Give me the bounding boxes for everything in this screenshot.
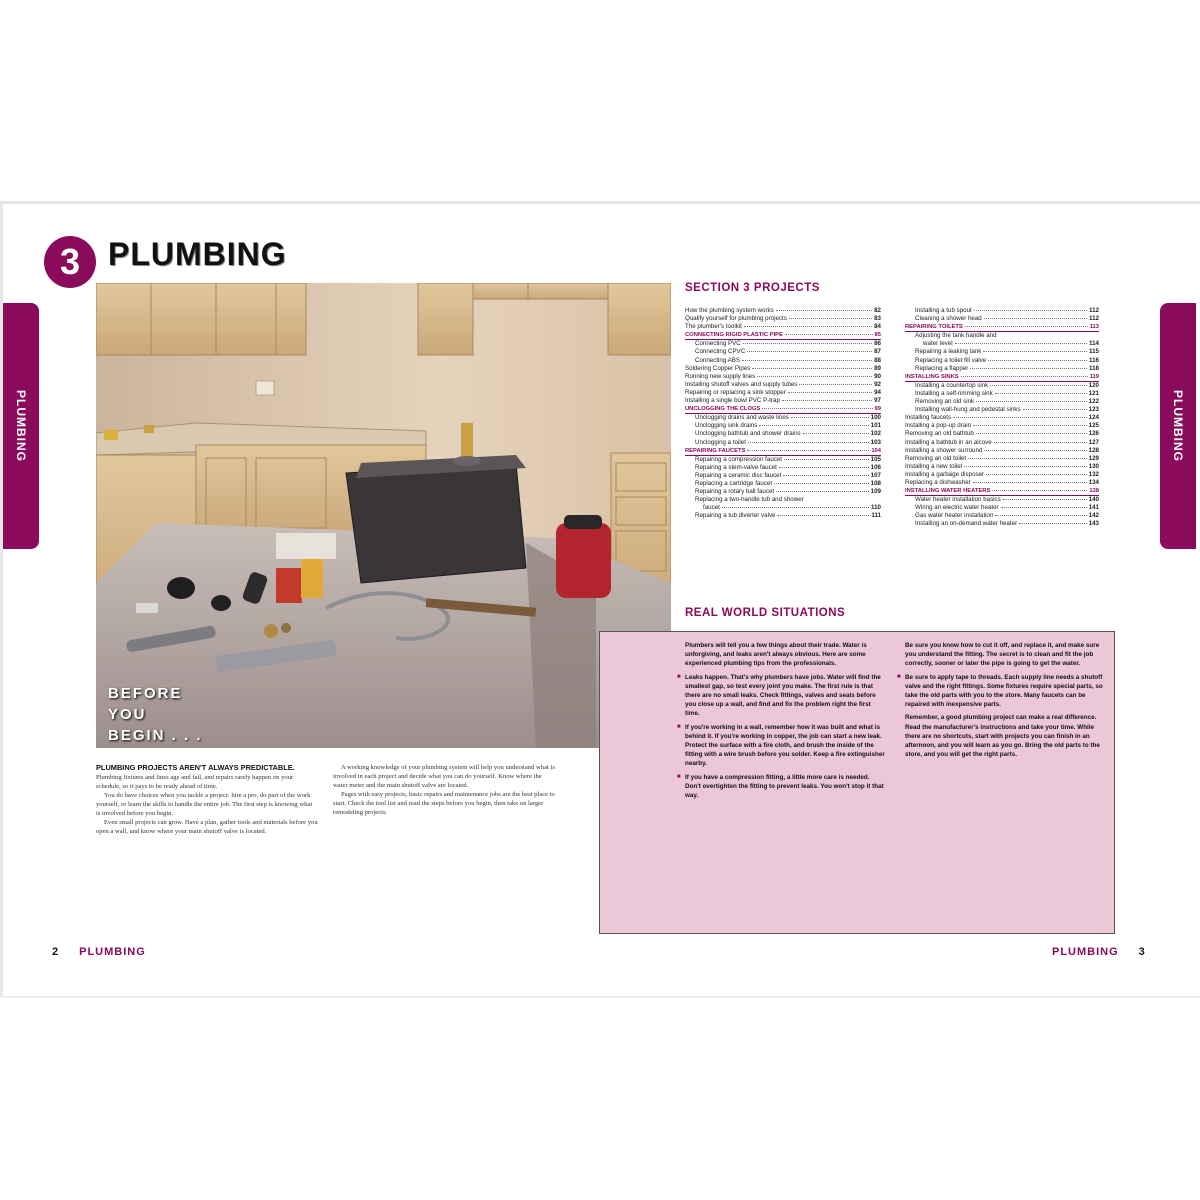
toc-entry: [905, 447, 1099, 455]
toc-entry-title: Replacing a two-handle tub and shower: [695, 496, 804, 504]
intro-paragraph: Plumbing fixtures and lines age and fail, and repairs rarely happen on your schedule, so it pays to be ready ahead of time.: [96, 774, 294, 790]
toc-leader-dots: [748, 442, 869, 443]
toc-entry-title: Unclogging sink drains: [695, 422, 758, 430]
toc-page-number: 120: [1088, 381, 1099, 389]
toc-entry-title: REPAIRING FAUCETS: [685, 447, 746, 454]
toc-page-number: 104: [871, 447, 881, 454]
toc-entry: [685, 315, 881, 323]
toc-page-number: 106: [870, 463, 881, 471]
toc-page-number: 82: [874, 307, 881, 314]
tip-bullet: ■ Be sure to apply tape to threads. Each supply line needs a shutoff valve and the right fittings. Some fixtures require special parts, so take the old parts with you to the store. Many faucets can be repaired with inexpensive parts.: [905, 673, 1105, 710]
toc-leader-dots: [968, 458, 1086, 459]
toc-entry-title: Removing an old toilet: [905, 454, 967, 462]
toc-entry-title: Installing a garbage disposer: [905, 470, 985, 478]
toc-entry: [905, 357, 1099, 365]
toc-page-number: 90: [874, 372, 881, 380]
intro-column-1: [96, 763, 318, 836]
toc-entry-title: Installing a single bowl PVC P-trap: [685, 397, 780, 405]
real-world-column-1: [685, 641, 885, 804]
toc-page-number: 101: [870, 422, 881, 430]
toc-page-number: 132: [1088, 470, 1099, 478]
toc-entry: [685, 464, 881, 472]
toc-entry-title: Replacing a cartridge faucet: [695, 479, 773, 487]
toc-page-number: 100: [870, 414, 881, 422]
toc-leader-dots: [784, 459, 869, 460]
toc-entry-title: Installing a shower surround: [905, 446, 983, 454]
toc-entry-title: Installing faucets: [905, 414, 952, 422]
toc-entry: [685, 373, 881, 381]
toc-page-number: 119: [1089, 373, 1099, 380]
toc-entry: [685, 480, 881, 488]
tip-paragraph: Plumbers will tell you a few things about their trade. Water is unforgiving, and leaks aren't always obvious. Here are some experienced plumbing tips from the professionals.: [685, 642, 867, 668]
toc-leader-dots: [762, 408, 872, 409]
running-head: PLUMBING: [79, 946, 146, 958]
real-world-title: REAL WORLD SITUATIONS: [685, 607, 846, 619]
toc-entry: [685, 422, 881, 430]
toc-page-number: 143: [1088, 520, 1099, 528]
toc-entry: [685, 357, 881, 365]
toc-leader-dots: [743, 343, 872, 344]
toc-entry: [905, 520, 1099, 528]
toc-leader-dots: [803, 433, 869, 434]
toc-section-heading: [905, 487, 1099, 496]
intro-lead: PLUMBING PROJECTS AREN'T ALWAYS PREDICTABLE.: [96, 763, 295, 772]
toc-entry-title: Replacing a toilet fill valve: [915, 356, 987, 364]
toc-entry-title: Installing a bathtub in an alcove: [905, 438, 992, 446]
toc-entry-title: Unclogging drains and waste lines: [695, 414, 789, 422]
toc-entry-title: INSTALLING SINKS: [905, 373, 959, 380]
toc-page-number: 83: [874, 315, 881, 323]
toc-entry: [905, 315, 1099, 323]
toc-page-number: 102: [870, 430, 881, 438]
toc-entry-title: Installing a pop-up drain: [905, 422, 972, 430]
toc-page-number: 115: [1089, 348, 1099, 356]
toc-leader-dots: [782, 400, 872, 401]
toc-leader-dots: [976, 401, 1087, 402]
toc-leader-dots: [995, 393, 1087, 394]
running-head: PLUMBING: [1052, 946, 1119, 958]
toc-page-number: 138: [1089, 488, 1099, 495]
intro-paragraph: You do have choices when you tackle a project: hire a pro, do part of the work yourself, or learn the skills to handle the entire job. The first step is knowing what is involved before you begin.: [96, 792, 313, 817]
toc-entry-title: INSTALLING WATER HEATERS: [905, 488, 991, 495]
folio-right: [1052, 946, 1146, 958]
toc-page-number: 130: [1088, 462, 1099, 470]
toc-entry-title: Repairing a leaking tank: [915, 348, 982, 356]
toc-page-number: 118: [1089, 364, 1099, 372]
toc-leader-dots: [747, 450, 869, 451]
toc-leader-dots: [983, 351, 1087, 352]
tip-bullet: ■ If you're working in a wall, remember how it was built and what is behind it. If you're working in copper, the job can start a new leak. Protect the surface with a fire cloth, and brush the inside of the fitting with a wire brush before you solder. Keep a fire extinguisher nearby.: [685, 723, 885, 769]
toc-leader-dots: [777, 515, 869, 516]
toc-leader-dots: [757, 376, 872, 377]
toc-entry-title: Removing an old bathtub: [905, 430, 974, 438]
toc-leader-dots: [788, 392, 872, 393]
toc-page-number: 87: [874, 348, 881, 356]
toc-leader-dots: [779, 467, 869, 468]
tip-bullet: ■ Leaks happen. That's why plumbers have jobs. Water will find the smallest gap, so test every joint you make. The first rule is that there are no small leaks. Check fittings, valves and seals before you close up a wall, and find and fix the problem right the first time.: [685, 673, 885, 719]
toc-leader-dots: [961, 376, 1088, 377]
toc-section-heading: [905, 373, 1099, 382]
toc-leader-dots: [747, 351, 872, 352]
kitchen-photo-illustration: [96, 283, 671, 748]
toc-entry-title: Installing a countertop sink: [915, 381, 989, 389]
caption-line: BEFORE: [108, 685, 183, 702]
toc-page-number: 85: [874, 332, 881, 339]
toc-entry-title: Qualify yourself for plumbing projects: [685, 315, 787, 323]
toc-leader-dots: [752, 368, 872, 369]
toc-entry: [685, 439, 881, 447]
toc-entry-title: Installing wall-hung and pedestal sinks: [915, 406, 1021, 414]
toc-entry-title: Replacing a flapper: [915, 364, 969, 372]
toc-leader-dots: [974, 310, 1087, 311]
toc-page-number: 110: [871, 504, 881, 512]
toc-entry: [905, 439, 1099, 447]
toc-entry: [685, 430, 881, 438]
toc-leader-dots: [776, 310, 872, 311]
toc-leader-dots: [744, 326, 872, 327]
toc-page-number: 124: [1088, 414, 1099, 422]
toc-leader-dots: [970, 368, 1087, 369]
toc-section-heading: [685, 331, 881, 340]
thumb-tab-left: [3, 303, 39, 549]
toc-entry-title: CONNECTING RIGID PLASTIC PIPE: [685, 332, 783, 339]
toc-entry-title: faucet: [703, 504, 720, 512]
toc-page-number: 125: [1088, 422, 1099, 430]
toc-leader-dots: [722, 507, 869, 508]
toc-leader-dots: [995, 515, 1086, 516]
toc-leader-dots: [785, 334, 873, 335]
toc-page-number: 134: [1088, 478, 1099, 486]
toc-entry: [905, 430, 1099, 438]
toc-entry: [685, 472, 881, 480]
toc-page-number: 112: [1089, 315, 1099, 323]
toc-entry-title: Unclogging bathtub and shower drains: [695, 430, 801, 438]
toc-page-number: 94: [874, 388, 881, 396]
toc-entry: [685, 496, 881, 504]
toc-column-1: [685, 307, 881, 520]
chapter-title: PLUMBING: [108, 236, 287, 272]
toc-page-number: 116: [1089, 356, 1099, 364]
real-world-column-2: [905, 641, 1105, 763]
toc-page-number: 140: [1088, 496, 1099, 504]
toc-entry: [685, 389, 881, 397]
toc-page-number: 141: [1088, 504, 1099, 512]
toc-page-number: 129: [1088, 454, 1099, 462]
toc-entry: [905, 406, 1099, 414]
toc-entry-title: Adjusting the tank handle and: [915, 332, 997, 340]
toc-page-number: 128: [1088, 446, 1099, 454]
toc-page-number: 113: [1089, 324, 1099, 331]
folio-left: [52, 946, 146, 958]
toc-entry: [685, 488, 881, 496]
intro-column-2: [333, 763, 555, 817]
toc-page-number: 111: [871, 512, 881, 520]
toc-entry: [905, 504, 1099, 512]
toc-entry: [905, 422, 1099, 430]
intro-paragraph: A working knowledge of your plumbing system will help you understand what is involved in each project and decide what you can do yourself. Know where the water meter and the main shutoff valve are located.: [333, 764, 555, 789]
toc-entry-title: Repairing a tub diverter valve: [695, 512, 776, 520]
toc-page-number: 123: [1088, 406, 1099, 414]
toc-entry: [685, 397, 881, 405]
toc-entry-title: Installing a tub spout: [915, 307, 972, 314]
caption-line: BEGIN . . .: [108, 727, 203, 744]
toc-entry: [905, 455, 1099, 463]
toc-leader-dots: [994, 442, 1087, 443]
toc-leader-dots: [1023, 409, 1087, 410]
toc-entry-title: REPAIRING TOILETS: [905, 324, 963, 331]
tip-bullet: ■ If you have a compression fitting, a little more care is needed. Don't overtighten the fitting to prevent leaks. You won't stop it that way.: [685, 773, 885, 801]
toc-entry-title: Removing an old sink: [915, 398, 975, 406]
toc-leader-dots: [992, 490, 1087, 491]
toc-entry: [905, 390, 1099, 398]
thumb-tab-right: [1160, 303, 1196, 549]
toc-page-number: 92: [874, 380, 881, 388]
toc-entry: [685, 414, 881, 422]
toc-leader-dots: [976, 433, 1087, 434]
toc-entry-title: water level: [923, 340, 953, 348]
intro-paragraph: Even small projects can grow. Have a plan, gather tools and materials before you open a wall, and know where your main shutoff valve is located.: [96, 819, 318, 835]
toc-entry-title: Cleaning a shower head: [915, 315, 982, 323]
intro-paragraph: Pages with easy projects, basic repairs and maintenance jobs are the best place to start. Check the tool list and read the steps before you begin, then take on larger remodeling projects.: [333, 791, 555, 816]
toc-entry-title: Installing shutoff valves and supply tubes: [685, 380, 798, 388]
toc-leader-dots: [986, 474, 1087, 475]
toc-page-number: 107: [870, 471, 881, 479]
page-number: 3: [1138, 946, 1146, 958]
toc-entry-title: Running new supply lines: [685, 372, 756, 380]
toc-leader-dots: [791, 417, 869, 418]
toc-section-heading: [685, 447, 881, 456]
toc-leader-dots: [759, 425, 868, 426]
toc-entry: [685, 365, 881, 373]
toc-leader-dots: [1019, 523, 1087, 524]
toc-column-2: [905, 307, 1099, 529]
toc-entry: [905, 463, 1099, 471]
toc-leader-dots: [742, 360, 872, 361]
toc-page-number: 99: [874, 406, 881, 413]
toc-section-heading: [905, 323, 1099, 332]
toc-entry-title: Repairing a stem-valve faucet: [695, 463, 777, 471]
toc-entry-title: Unclogging a toilet: [695, 438, 746, 446]
caption-line: YOU: [108, 706, 147, 723]
toc-entry: [905, 307, 1099, 315]
toc-entry: [685, 512, 881, 520]
toc-leader-dots: [1003, 499, 1087, 500]
toc-entry: [685, 323, 881, 331]
toc-entry-title: Replacing a dishwasher: [905, 478, 971, 486]
thumb-tab-label: PLUMBING: [14, 390, 28, 462]
toc-entry-title: Repairing a compression faucet: [695, 455, 783, 463]
toc-entry-title: Connecting PVC: [695, 340, 741, 348]
page-edge: [0, 996, 1200, 998]
toc-section-heading: [685, 405, 881, 414]
toc-entry-title: Installing an on-demand water heater: [915, 520, 1018, 528]
toc-page-number: 84: [874, 323, 881, 331]
toc-entry-title: Wiring an electric water heater: [915, 504, 999, 512]
toc-entry-title: The plumber's toolkit: [685, 323, 742, 331]
chapter-number-badge: 3: [44, 236, 96, 288]
toc-entry: [685, 456, 881, 464]
toc-leader-dots: [799, 384, 872, 385]
toc-page-number: 112: [1089, 307, 1099, 314]
toc-page-number: 114: [1089, 340, 1099, 348]
toc-page-number: 97: [874, 397, 881, 405]
toc-entry-title: How the plumbing system works: [685, 307, 774, 314]
toc-entry-title: Repairing or replacing a sink stopper: [685, 388, 786, 396]
toc-leader-dots: [965, 326, 1088, 327]
toc-page-number: 108: [870, 479, 881, 487]
toc-entry-title: Installing a new toilet: [905, 462, 963, 470]
toc-entry: [685, 348, 881, 356]
toc-entry-title: Connecting CPVC: [695, 348, 746, 356]
toc-page-number: 86: [874, 340, 881, 348]
toc-entry: [905, 414, 1099, 422]
toc-entry-title: UNCLOGGING THE CLOGS: [685, 406, 761, 413]
toc-page-number: 126: [1088, 430, 1099, 438]
toc-page-number: 127: [1088, 438, 1099, 446]
toc-entry: [905, 348, 1099, 356]
toc-entry: [905, 340, 1099, 348]
toc-page-number: 89: [874, 364, 881, 372]
toc-entry-title: Repairing a ceramic disc faucet: [695, 471, 782, 479]
toc-entry-title: Water heater installation basics: [915, 496, 1001, 504]
toc-page-number: 109: [870, 488, 881, 496]
toc-leader-dots: [953, 417, 1087, 418]
toc-entry-title: Soldering Copper Pipes: [685, 364, 751, 372]
tip-paragraph: Be sure you know how to cut it off, and replace it, and make sure you understand the fitting. The secret is to clean and fit the job correctly, sooner or later the pipe is going to get the water.: [905, 642, 1100, 668]
toc-page-number: 121: [1088, 389, 1099, 397]
toc-entry: [905, 332, 1099, 340]
toc-entry: [905, 479, 1099, 487]
toc-entry: [685, 504, 881, 512]
toc-page-number: 142: [1088, 512, 1099, 520]
toc-leader-dots: [776, 491, 869, 492]
toc-page-number: 88: [874, 356, 881, 364]
toc-entry: [905, 398, 1099, 406]
toc-leader-dots: [988, 360, 1087, 361]
toc-entry: [905, 512, 1099, 520]
toc-entry: [905, 496, 1099, 504]
section-projects-title: SECTION 3 PROJECTS: [685, 282, 820, 294]
toc-leader-dots: [973, 425, 1087, 426]
photo-caption: [108, 683, 203, 746]
toc-entry-title: Installing a self-rimming sink: [915, 389, 993, 397]
toc-entry-title: Connecting ABS: [695, 356, 741, 364]
toc-leader-dots: [774, 483, 869, 484]
toc-entry-title: Repairing a rotary ball faucet: [695, 488, 775, 496]
toc-entry: [685, 307, 881, 315]
toc-leader-dots: [984, 450, 1086, 451]
kitchen-photo: [96, 283, 671, 748]
tip-paragraph: Remember, a good plumbing project can make a real difference. Read the manufacturer's instructions and take your time. While there are no shortcuts, start with projects you can finish in an afternoon, and you will learn as you go. Bring the old parts to the store, and you will get the right parts.: [905, 714, 1100, 759]
toc-entry: [905, 382, 1099, 390]
thumb-tab-label: PLUMBING: [1171, 390, 1185, 462]
toc-entry: [905, 471, 1099, 479]
toc-entry: [685, 340, 881, 348]
toc-entry-title: Gas water heater installation: [915, 512, 994, 520]
toc-page-number: 122: [1088, 398, 1099, 406]
toc-leader-dots: [990, 385, 1086, 386]
toc-leader-dots: [964, 466, 1086, 467]
toc-leader-dots: [955, 343, 1087, 344]
toc-entry: [685, 381, 881, 389]
toc-leader-dots: [973, 482, 1087, 483]
toc-entry: [905, 365, 1099, 373]
toc-leader-dots: [1001, 507, 1087, 508]
toc-leader-dots: [789, 318, 872, 319]
toc-leader-dots: [984, 318, 1087, 319]
toc-page-number: 105: [870, 455, 881, 463]
toc-page-number: 103: [870, 438, 881, 446]
toc-leader-dots: [783, 475, 868, 476]
page-number: 2: [52, 946, 60, 958]
